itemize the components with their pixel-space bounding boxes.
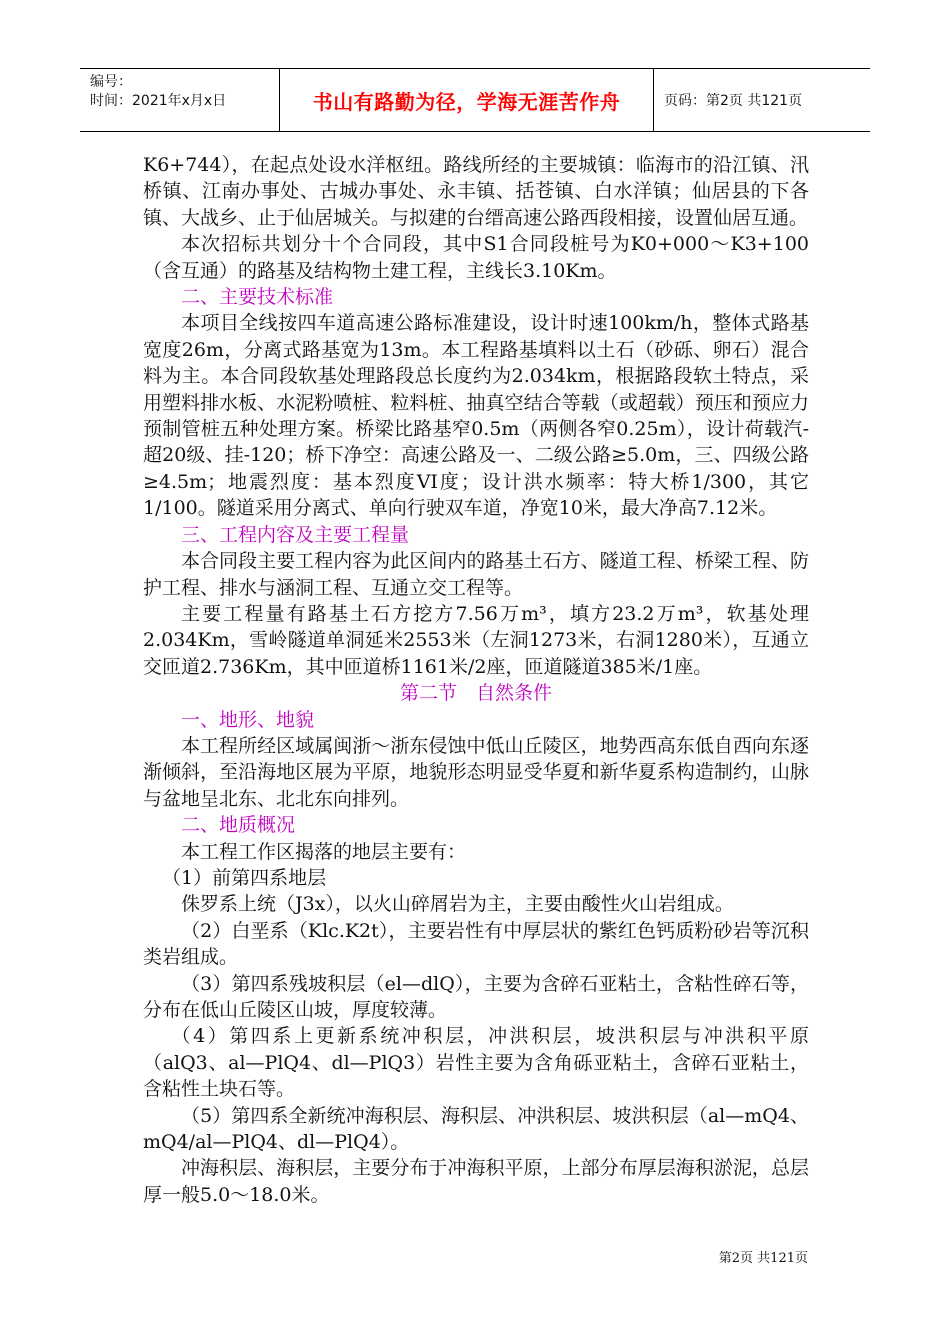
paragraph: （5）第四系全新统冲海积层、海积层、冲洪积层、坡洪积层（al—mQ4、mQ4/al—PlQ4、dl—PlQ4）。 — [143, 1104, 809, 1154]
header-meta — [80, 69, 280, 131]
page-header — [80, 68, 870, 132]
header-page-cell — [654, 69, 870, 131]
section-heading: 三、工程内容及主要工程量 — [181, 523, 410, 546]
paragraph: （3）第四系残坡积层（el—dlQ），主要为含碎石亚粘土，含粘性碎石等，分布在低山丘陵区山坡，厚度较薄。 — [143, 972, 809, 1021]
paragraph: 本工程所经区域属闽浙～浙东侵蚀中低山丘陵区，地势西高东低自西向东逐渐倾斜，至沿海地区展为平原，地貌形态明显受华夏和新华夏系构造制约，山脉与盆地呈北东、北北东向排列。 — [143, 734, 809, 810]
paragraph: 本项目全线按四车道高速公路标准建设，设计时速100km/h，整体式路基宽度26m，分离式路基宽为13m。本工程路基填料以土石（砂砾、卵石）混合料为主。本合同段软基处理路段总长度约为2.034km，根据路段软土特点，采用塑料排水板、水泥粉喷桩、粒料桩、抽真空结合等载（或超载）预压和预应力预制管桩五种处理方案。桥梁比路基窄0.5m（两侧各窄0.25m），设计荷载汽-超20级、挂-120；桥下净空：高速公路及一、二级公路≥5.0m，三、四级公路≥4.5m；地震烈度：基本烈度VI度；设计洪水频率：特大桥1/300，其它1/100。隧道采用分离式、单向行驶双车道，净宽10米，最大净高7.12米。 — [143, 312, 809, 520]
chapter-heading: 第二节 自然条件 — [399, 682, 552, 705]
time-label: 时间：2021年x月x日 — [90, 93, 227, 109]
motto-text: 书山有路勤为径，学海无涯苦作舟 — [312, 89, 621, 114]
section-heading: 二、地质概况 — [181, 814, 296, 837]
paragraph: K6+744），在起点处设水洋枢纽。路线所经的主要城镇：临海市的沿江镇、汛桥镇、江南办事处、古城办事处、永丰镇、括苍镇、白水洋镇；仙居县的下各镇、大战乡、止于仙居城关。与拟建的台缙高速公路西段相接，设置仙居互通。 — [143, 154, 809, 229]
paragraph: 本工程工作区揭落的地层主要有： — [181, 840, 467, 863]
header-motto-cell — [280, 69, 654, 131]
page-label: 页码：第2页 共121页 — [664, 93, 803, 109]
paragraph: 冲海积层、海积层，主要分布于冲海积平原，上部分布厚层海积淤泥，总层厚一般5.0～18.0米。 — [143, 1157, 809, 1206]
section-heading: 一、地形、地貌 — [181, 708, 315, 731]
number-label: 编号： — [90, 74, 132, 90]
section-heading: 二、主要技术标准 — [181, 286, 334, 309]
paragraph: （2）白垩系（Klc.K2t），主要岩性有中厚层状的紫红色钙质粉砂岩等沉积类岩组成。 — [143, 919, 809, 969]
document-body — [143, 152, 809, 1208]
page-footer: 第2页 共121页 — [718, 1251, 808, 1266]
paragraph: 本合同段主要工程内容为此区间内的路基土石方、隧道工程、桥梁工程、防护工程、排水与涵洞工程、互通立交工程等。 — [143, 550, 809, 599]
paragraph: 主要工程量有路基土石方挖方7.56万m³，填方23.2万m³，软基处理2.034Km，雪岭隧道单洞延米2553米（左洞1273米，右洞1280米），互通立交匝道2.736Km，其中匝道桥1161米/2座，匝道隧道385米/1座。 — [143, 602, 809, 678]
paragraph: 本次招标共划分十个合同段，其中S1合同段桩号为K0+000～K3+100（含互通）的路基及结构物土建工程，主线长3.10Km。 — [143, 233, 809, 282]
paragraph: 侏罗系上统（J3x），以火山碎屑岩为主，主要由酸性火山岩组成。 — [181, 893, 734, 916]
paragraph: （4）第四系上更新系统冲积层，冲洪积层，坡洪积层与冲洪积平原（alQ3、al—PlQ4、dl—PlQ3）岩性主要为含角砾亚粘土，含碎石亚粘土，含粘性土块石等。 — [143, 1025, 809, 1101]
paragraph: （1）前第四系地层 — [162, 866, 327, 889]
